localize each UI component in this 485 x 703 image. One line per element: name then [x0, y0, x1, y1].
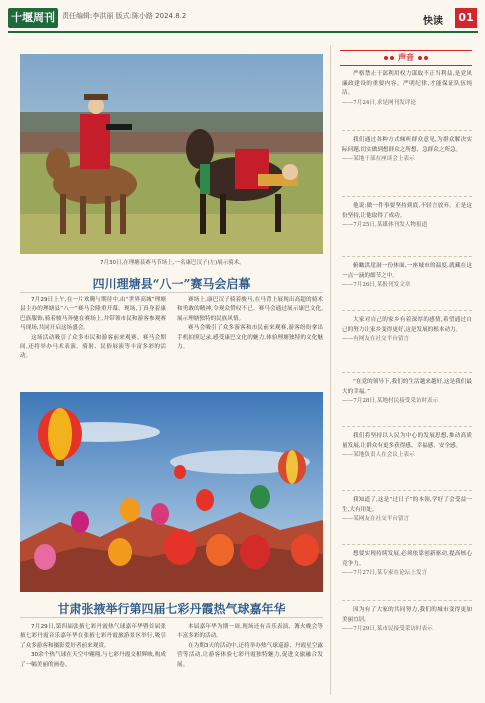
divider-line	[342, 490, 472, 491]
voice-quote: 大家对自己的家乡有着深厚的感情,希望通过自己的努力让家乡变得更好,这是发展的根本动力。	[342, 317, 472, 333]
paragraph: 在为期3天的活动中,还将举办热气球巡游、丹霞星空露营等活动,让游客体验七彩丹霞独特魅力,促进文旅融合发展。	[177, 642, 323, 668]
paragraph: 本届嘉年华为期一周,现场还有音乐表演、篝火晚会等丰富多彩的活动。	[177, 624, 323, 640]
horse-race-photo	[20, 54, 323, 254]
hot-air-balloon-photo	[20, 392, 323, 592]
paragraph: 这场活动吸引了众多市民和游客前来观赛。赛马会期间,还将举办马术表演、骑射、民俗展演等丰富多彩的活动。	[20, 334, 166, 360]
voice-item	[342, 432, 472, 461]
voice-source: ——7月28日,某地村民接受采访时表示	[342, 398, 439, 405]
article1-column-2	[177, 296, 323, 352]
voice-source: ——7月25日,某媒体刊发人物报道	[342, 222, 428, 229]
voice-item	[342, 136, 472, 165]
voice-item	[342, 262, 472, 291]
page-number: 01	[455, 8, 477, 28]
voice-quote: 俯瞰洪崖洞一份体面,一座城市的温度,就藏在这一点一滴的细节之中。	[342, 263, 472, 279]
article2-column-2	[177, 623, 323, 670]
voice-source: ——7月26日,某报刊发文章	[342, 282, 411, 289]
voice-item	[342, 202, 472, 231]
voice-quote: 严格禁止干部利用权力谋取不正当利益,是党风廉政建设的重要内容。严明纪律,才能保证队伍纯洁。	[342, 71, 472, 97]
voices-title-text: 声音	[398, 53, 414, 62]
headline-rule	[20, 292, 323, 293]
voice-item	[342, 378, 472, 407]
voice-quote: 我们通过各种方式倾听群众意见,为群众解决实际问题,切实做到想群众之所想、急群众之所急。	[342, 137, 472, 153]
voice-quote: 我知道了,这是“过日子”的本领,学好了会受益一生,大有用处。	[342, 497, 472, 513]
dot-icon	[424, 56, 428, 60]
voices-title	[340, 52, 472, 63]
column-divider	[330, 45, 331, 695]
voice-quote: 我们将坚持以人民为中心的发展思想,推动高质量发展,让群众有更多获得感、幸福感、安全感。	[342, 433, 472, 449]
article1-column-1	[20, 296, 166, 362]
header-rule	[8, 31, 478, 33]
voice-quote: “在党的领导下,我们的生活越来越好,这是我们最大的幸福。”	[342, 379, 472, 395]
divider-line	[342, 600, 472, 601]
headline-horse-race: 四川理塘县“八一”赛马会启幕	[92, 277, 251, 291]
section-name: 快读	[423, 16, 443, 27]
voice-item	[342, 550, 472, 579]
divider-line	[342, 310, 472, 311]
voice-source: ——某地负责人在会议上表示	[342, 452, 415, 459]
voice-quote: 想要实现持续发展,必须依靠创新驱动,提高核心竞争力。	[342, 551, 472, 567]
voice-item	[342, 496, 472, 525]
voice-source: ——某地干部在座谈会上表示	[342, 156, 415, 163]
photo-caption: 7月30日,在理塘县赛马节场上,一名康巴汉子(左)展示骑术。	[100, 260, 245, 266]
voice-item	[342, 70, 472, 108]
divider-line	[342, 130, 472, 131]
dot-icon	[418, 56, 422, 60]
divider-line	[342, 196, 472, 197]
divider-line	[342, 256, 472, 257]
voice-item	[342, 606, 472, 635]
voices-section-header	[340, 50, 472, 66]
voice-source: ——7月24日,求是网刊发评论	[342, 99, 416, 106]
paragraph: 7月29日,第四届张掖七彩丹霞热气球嘉年华暨首届张掖七彩丹霞音乐嘉年华在张掖七彩丹霞旅游景区举行,吸引了众多游客和摄影爱好者前来观赏。	[20, 624, 166, 649]
headline-rule	[20, 617, 323, 618]
editor-credits: 责任编辑:李洪丽 版式:陈小路 2024.8.2	[62, 12, 187, 20]
divider-line	[342, 544, 472, 545]
voice-quote: 因为有了大家的共同努力,我们的城市变得更加美丽宜居。	[342, 607, 472, 623]
masthead: 十堰周刊	[8, 8, 58, 28]
voice-item	[342, 316, 472, 345]
voice-source: ——7月27日,某专家在论坛上发言	[342, 570, 428, 577]
voice-quote: 他说:做一件事要坚持到底,不轻言放弃。正是这份坚持,让他取得了成功。	[342, 203, 472, 219]
voice-source: ——7月29日,某市民接受采访时表示	[342, 626, 433, 633]
paragraph: 30余个热气球在天空中翱翔,与七彩丹霞交相辉映,构成了一幅美丽的画卷。	[20, 652, 166, 668]
dot-icon	[390, 56, 394, 60]
article2-column-1	[20, 623, 166, 670]
voice-source: ——有网友在社交平台留言	[342, 336, 410, 343]
page-header	[0, 0, 485, 36]
headline-balloon-festival: 甘肃张掖举行第四届七彩丹霞热气球嘉年华	[57, 602, 286, 616]
divider-line	[342, 426, 472, 427]
paragraph: 7月29日上午,在一片欢腾与期待中,由“世界高城”理塘县主办的理塘县“八一”赛马会隆重开幕。现场,丁真身着康巴族服饰,骑着骏马奔驰在赛场上,并带领市民和游客参观赛马现场,共同开启这场盛会。	[20, 297, 166, 332]
paragraph: 赛场上,康巴汉子骑着骏马,在马背上展现出高超的骑术和勇敢的精神,令观众赞叹不已。赛马会通过展示康巴文化,展示理塘独特的民族风情。	[177, 297, 323, 322]
divider-line	[342, 372, 472, 373]
voice-source: ——某网友在社交平台留言	[342, 516, 410, 523]
paragraph: 赛马会吸引了众多游客和市民前来观赛,游客纷纷拿出手机拍照记录,感受康巴文化的魅力,体验理塘独特的文化魅力。	[177, 325, 323, 351]
dot-icon	[384, 56, 388, 60]
